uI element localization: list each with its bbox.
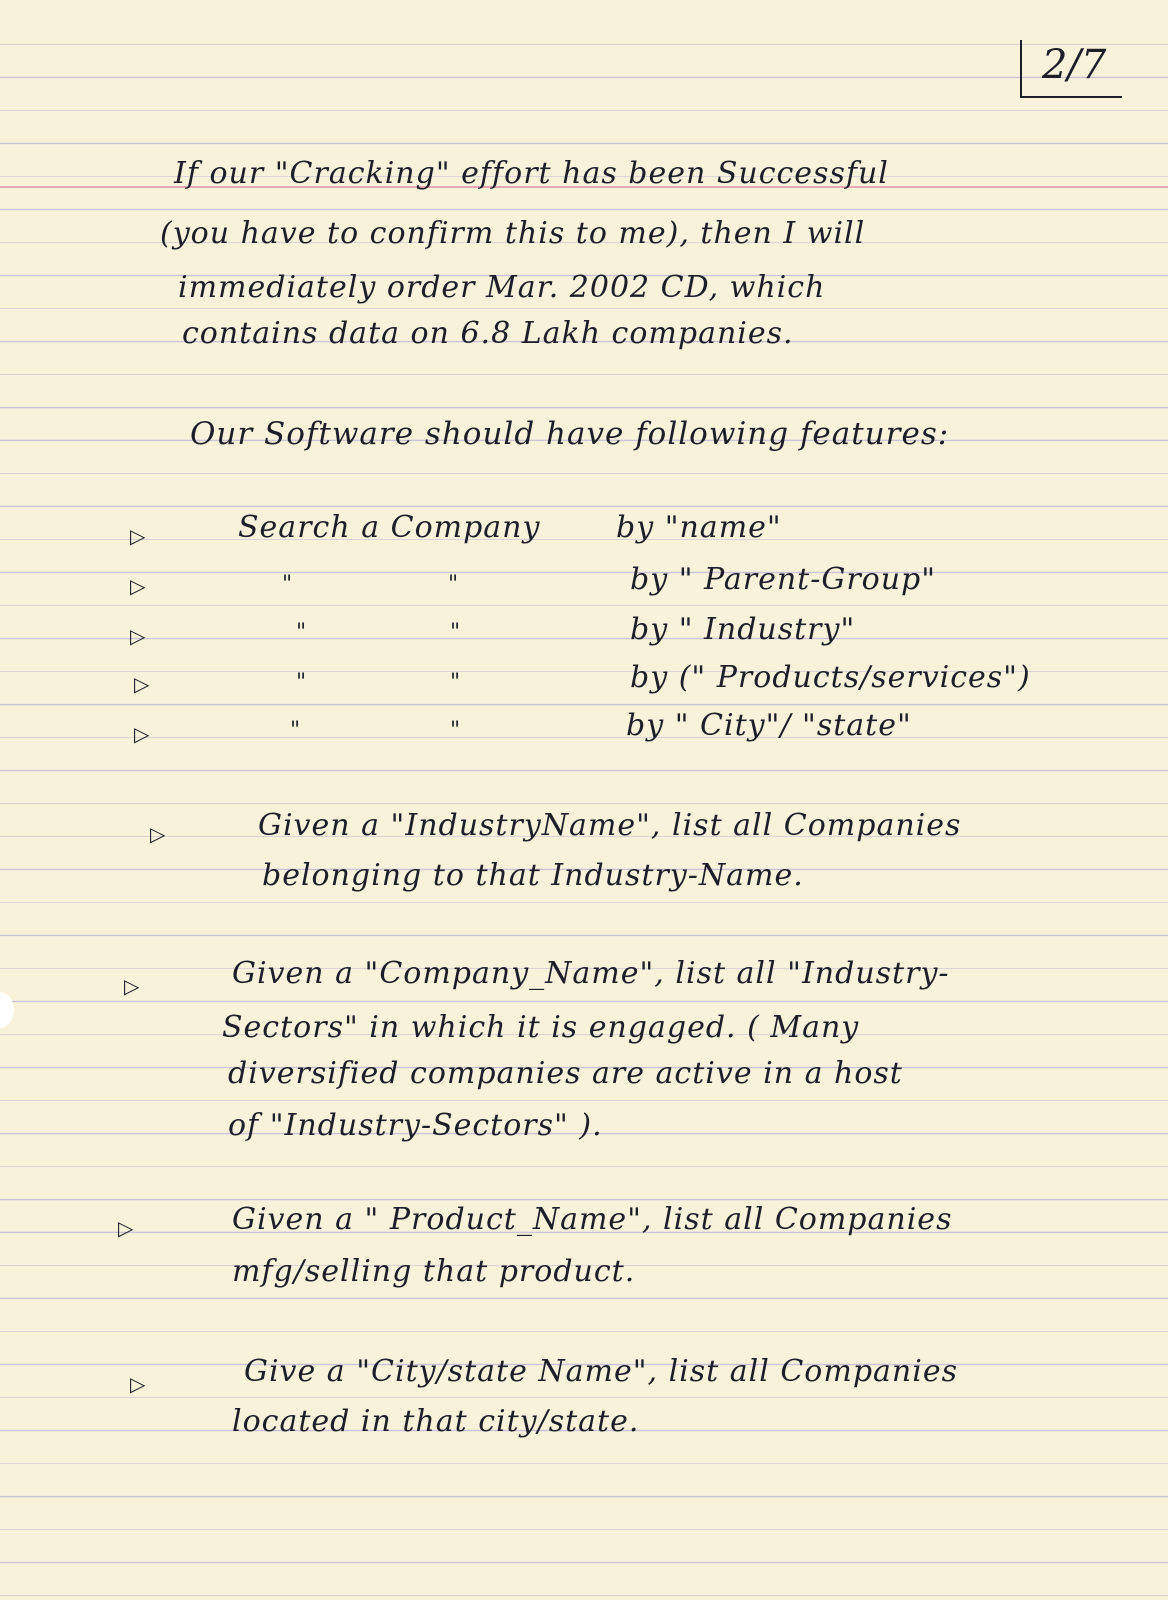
- bullet-icon: ▷: [130, 524, 146, 548]
- search-item-name: by "name": [616, 510, 782, 545]
- search-item-products: by (" Products/services"): [630, 660, 1031, 695]
- punch-hole: [0, 992, 14, 1028]
- bullet-icon: ▷: [130, 624, 146, 648]
- ditto-mark: ": [450, 670, 461, 695]
- feature-product-line-1: Given a " Product_Name", list all Companies: [232, 1202, 953, 1237]
- ditto-mark: ": [450, 620, 461, 645]
- search-item-industry: by " Industry": [630, 612, 856, 647]
- feature-company-line-3: diversified companies are active in a host: [228, 1056, 903, 1091]
- ditto-mark: ": [450, 718, 461, 743]
- page-number: 2/7: [1042, 42, 1107, 88]
- bullet-icon: ▷: [130, 574, 146, 598]
- bullet-icon: ▷: [150, 822, 166, 846]
- ditto-mark: ": [282, 572, 293, 597]
- search-item-parent-group: by " Parent-Group": [630, 562, 937, 597]
- ditto-mark: ": [448, 572, 459, 597]
- bullet-icon: ▷: [130, 1372, 146, 1396]
- feature-city-line-2: located in that city/state.: [232, 1404, 640, 1439]
- search-item-city-state: by " City"/ "state": [626, 708, 912, 743]
- ditto-mark: ": [296, 620, 307, 645]
- search-prefix: Search a Company: [238, 510, 541, 545]
- feature-product-line-2: mfg/selling that product.: [232, 1254, 636, 1289]
- feature-company-line-2: Sectors" in which it is engaged. ( Many: [222, 1010, 860, 1045]
- intro-line-4: contains data on 6.8 Lakh companies.: [182, 316, 794, 351]
- feature-company-line-1: Given a "Company_Name", list all "Industry-: [232, 956, 950, 991]
- feature-company-line-4: of "Industry-Sectors" ).: [228, 1108, 603, 1143]
- features-heading: Our Software should have following features:: [190, 416, 950, 452]
- feature-industry-line-2: belonging to that Industry-Name.: [262, 858, 804, 893]
- intro-line-1: If our "Cracking" effort has been Successful: [174, 156, 889, 191]
- feature-city-line-1: Give a "City/state Name", list all Companies: [244, 1354, 958, 1389]
- bullet-icon: ▷: [134, 722, 150, 746]
- bullet-icon: ▷: [134, 672, 150, 696]
- feature-industry-line-1: Given a "IndustryName", list all Companies: [258, 808, 962, 843]
- bullet-icon: ▷: [118, 1216, 134, 1240]
- bullet-icon: ▷: [124, 974, 140, 998]
- intro-line-3: immediately order Mar. 2002 CD, which: [178, 270, 826, 305]
- ditto-mark: ": [296, 670, 307, 695]
- page-number-box: [1020, 40, 1122, 98]
- intro-line-2: (you have to confirm this to me), then I will: [160, 216, 866, 251]
- ditto-mark: ": [290, 718, 301, 743]
